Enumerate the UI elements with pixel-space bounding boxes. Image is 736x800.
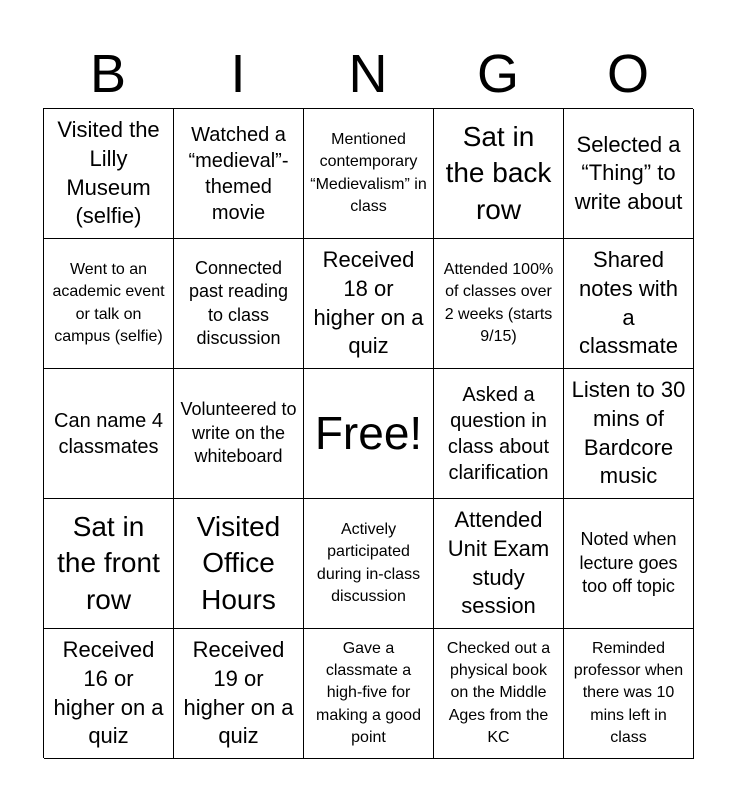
cell-text: Received 16 or higher on a quiz xyxy=(53,637,164,749)
cell-text: Actively participated during in-class discussion xyxy=(316,520,421,605)
bingo-cell[interactable] xyxy=(564,499,694,629)
cell-text: Received 18 or higher on a quiz xyxy=(313,247,424,359)
cell-text: Volunteered to write on the whiteboard xyxy=(180,399,297,467)
bingo-cell[interactable] xyxy=(44,369,174,499)
bingo-cell[interactable] xyxy=(174,499,304,629)
bingo-cell[interactable] xyxy=(434,239,564,369)
bingo-cell[interactable] xyxy=(564,369,694,499)
bingo-cell[interactable] xyxy=(564,239,694,369)
bingo-cell[interactable] xyxy=(434,109,564,239)
bingo-cell[interactable] xyxy=(434,499,564,629)
cell-text: Connected past reading to class discussion xyxy=(188,257,289,348)
bingo-cell[interactable] xyxy=(44,109,174,239)
cell-text: Gave a classmate a high-five for making a good point xyxy=(316,639,421,747)
cell-text: Shared notes with a classmate xyxy=(578,247,679,359)
cell-text: Selected a “Thing” to write about xyxy=(574,131,683,214)
bingo-cell[interactable] xyxy=(174,109,304,239)
cell-text: Listen to 30 mins of Bardcore music xyxy=(571,377,686,489)
cell-text: Watched a “medieval”-themed movie xyxy=(188,123,289,224)
cell-text: Checked out a physical book on the Middle Ages from the KC xyxy=(446,639,551,747)
bingo-cell[interactable] xyxy=(174,369,304,499)
bingo-cell[interactable] xyxy=(44,499,174,629)
cell-text: Received 19 or higher on a quiz xyxy=(183,637,294,749)
cell-text: Sat in the front row xyxy=(57,510,160,615)
bingo-cell[interactable] xyxy=(304,629,434,759)
cell-text: Free! xyxy=(314,407,423,460)
cell-text: Sat in the back row xyxy=(445,120,552,225)
cell-text: Visited Office Hours xyxy=(196,510,281,615)
cell-text: Mentioned contemporary “Medievalism” in class xyxy=(310,130,427,215)
bingo-cell[interactable] xyxy=(174,629,304,759)
bingo-cell[interactable] xyxy=(434,369,564,499)
cell-text: Reminded professor when there was 10 mins left in class xyxy=(573,639,684,747)
cell-text: Attended 100% of classes over 2 weeks (starts 9/15) xyxy=(443,260,554,345)
header-letter-b: B xyxy=(89,44,127,104)
cell-text: Went to an academic event or talk on campus (selfie) xyxy=(52,260,165,345)
header-letter-n: N xyxy=(348,44,388,104)
bingo-cell[interactable] xyxy=(304,239,434,369)
bingo-cell[interactable] xyxy=(564,629,694,759)
bingo-cell[interactable] xyxy=(434,629,564,759)
cell-text: Visited the Lilly Museum (selfie) xyxy=(57,117,160,229)
bingo-grid xyxy=(43,108,693,758)
header-letter-g: G xyxy=(476,44,519,104)
bingo-cell[interactable] xyxy=(304,499,434,629)
cell-text: Noted when lecture goes too off topic xyxy=(579,529,678,597)
header-letter-o: O xyxy=(606,44,649,104)
cell-text: Attended Unit Exam study session xyxy=(447,507,550,619)
bingo-header xyxy=(43,40,693,108)
bingo-cell[interactable] xyxy=(44,629,174,759)
bingo-cell[interactable] xyxy=(44,239,174,369)
bingo-cell[interactable] xyxy=(174,239,304,369)
free-space[interactable] xyxy=(304,369,434,499)
cell-text: Can name 4 classmates xyxy=(54,409,163,458)
cell-text: Asked a question in class about clarification xyxy=(447,383,550,484)
header-letter-i: I xyxy=(230,44,246,104)
bingo-cell[interactable] xyxy=(564,109,694,239)
bingo-cell[interactable] xyxy=(304,109,434,239)
